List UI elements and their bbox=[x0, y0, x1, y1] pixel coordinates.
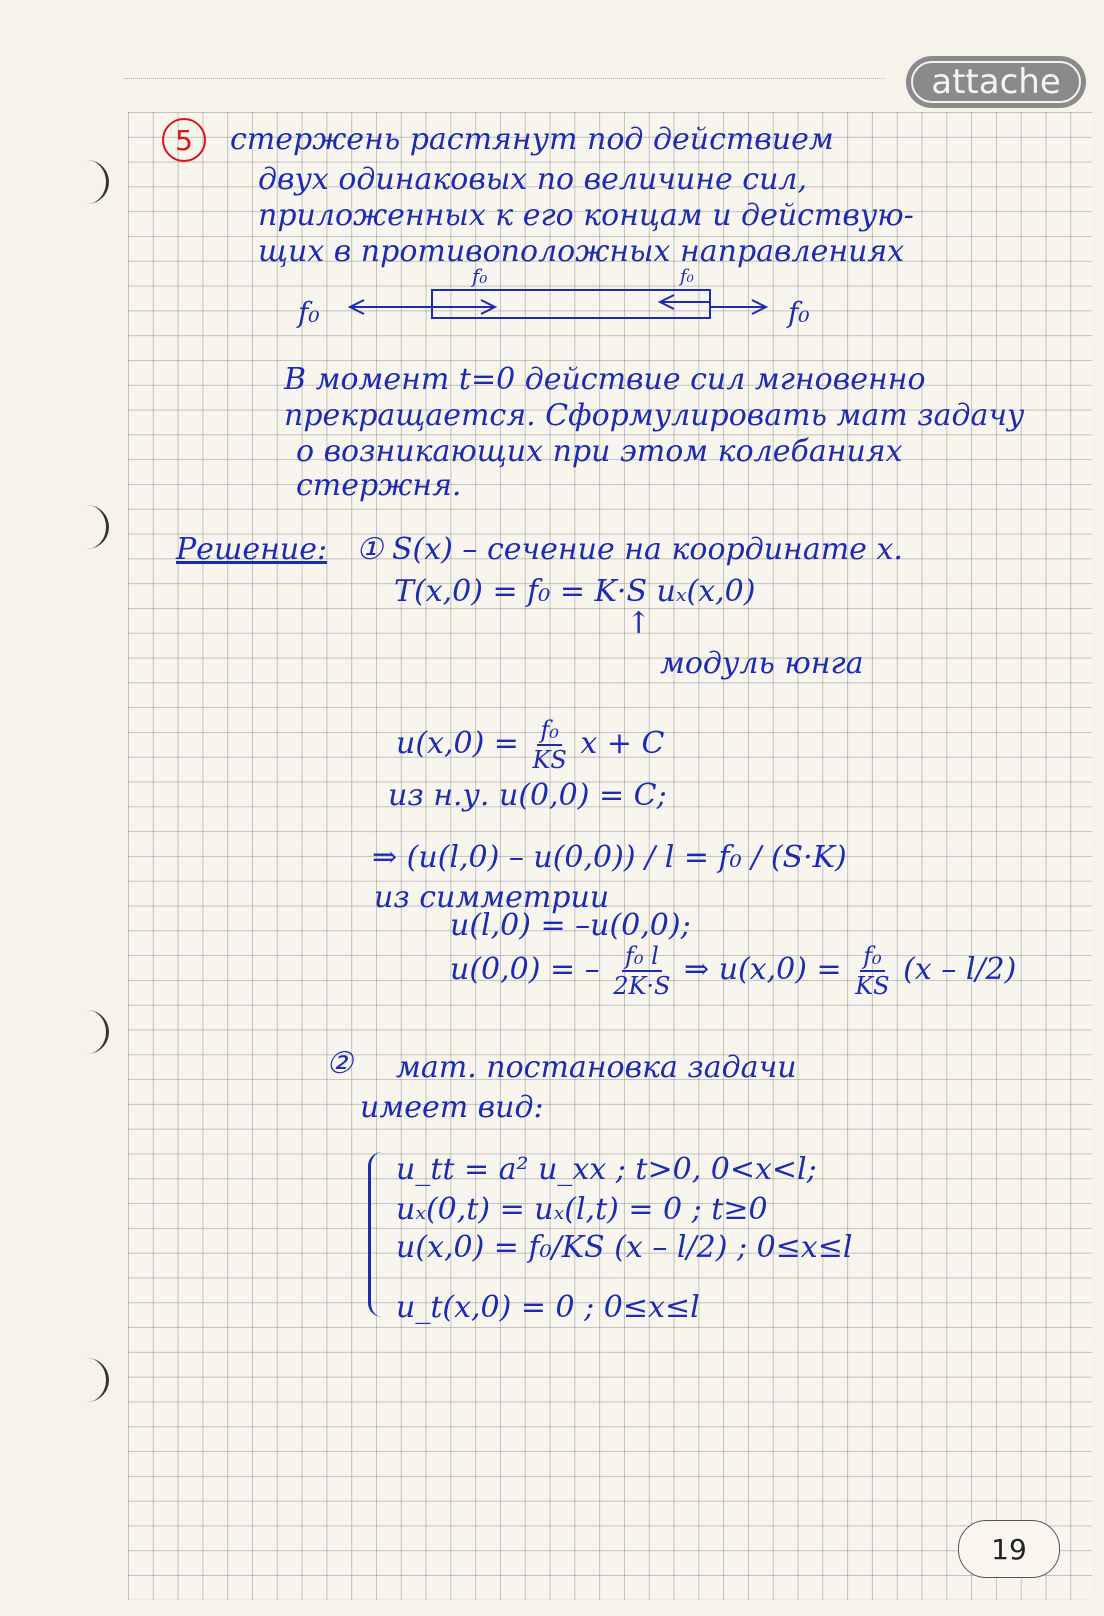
system-equation: u_t(x,0) = 0 ; 0≤x≤l bbox=[396, 1290, 700, 1325]
problem-line: В момент t=0 действие сил мгновенно bbox=[284, 362, 926, 397]
annotation: модуль юнга bbox=[660, 646, 864, 681]
brand-logo-text: attache bbox=[911, 61, 1081, 103]
fraction bbox=[613, 944, 670, 998]
punch-hole-mark bbox=[80, 1010, 109, 1054]
eq-part: u(0,0) = – bbox=[450, 952, 600, 987]
fraction-denominator: KS bbox=[855, 972, 890, 1000]
step-marker: ① bbox=[356, 532, 383, 567]
fraction-numerator: f₀ bbox=[860, 944, 885, 972]
fraction-numerator: f₀ l bbox=[622, 944, 662, 972]
step-marker: ② bbox=[326, 1046, 353, 1081]
eq-part: x + C bbox=[580, 726, 665, 761]
solution-heading: Решение: bbox=[176, 532, 328, 567]
punch-hole-mark bbox=[80, 160, 109, 204]
equation-line: ⇒ (u(l,0) – u(0,0)) / l = f₀ / (S·K) bbox=[372, 840, 847, 875]
fraction-denominator: KS bbox=[532, 746, 567, 774]
system-equation: uₓ(0,t) = uₓ(l,t) = 0 ; t≥0 bbox=[396, 1192, 768, 1227]
brand-logo bbox=[906, 56, 1086, 108]
equation-line: из н.у. u(0,0) = C; bbox=[388, 778, 667, 813]
force-label-inner-right: f₀ bbox=[680, 266, 694, 287]
equation-line: T(x,0) = f₀ = K·S uₓ(x,0) bbox=[394, 574, 756, 609]
fraction-numerator: f₀ bbox=[537, 718, 562, 746]
problem-line: о возникающих при этом колебаниях bbox=[296, 434, 903, 469]
system-equation: u_tt = a² u_xx ; t>0, 0<x<l; bbox=[396, 1152, 817, 1187]
force-label-right: f₀ bbox=[788, 296, 810, 329]
equation-line bbox=[396, 718, 665, 772]
punch-hole-mark bbox=[80, 505, 109, 549]
force-label-inner-left: f₀ bbox=[472, 264, 488, 288]
punch-hole-mark bbox=[80, 1358, 109, 1402]
system-equation: u(x,0) = f₀/KS (x – l/2) ; 0≤x≤l bbox=[396, 1230, 853, 1265]
system-brace bbox=[368, 1152, 391, 1317]
solution-line: S(x) – сечение на координате x. bbox=[392, 532, 903, 567]
solution-line: мат. постановка задачи bbox=[396, 1050, 797, 1085]
equation-line: u(l,0) = –u(0,0); bbox=[450, 908, 691, 943]
pointer-arrow: ↑ bbox=[626, 606, 652, 641]
problem-line: прекращается. Сформулировать мат задачу bbox=[284, 398, 1025, 433]
eq-part: (x – l/2) bbox=[903, 952, 1017, 987]
problem-number: 5 bbox=[162, 118, 206, 162]
force-label-left: f₀ bbox=[298, 296, 320, 329]
problem-line: стержня. bbox=[296, 468, 462, 503]
rod-shape bbox=[432, 290, 710, 318]
fraction-denominator: 2K·S bbox=[613, 972, 671, 1000]
solution-line: имеет вид: bbox=[360, 1090, 544, 1125]
eq-part: ⇒ u(x,0) = bbox=[684, 952, 842, 987]
problem-line: приложенных к его концам и действую- bbox=[258, 198, 914, 233]
fraction bbox=[855, 944, 889, 998]
eq-part: u(x,0) = bbox=[396, 726, 519, 761]
page-number: 19 bbox=[958, 1520, 1060, 1578]
problem-line: стержень растянут под действием bbox=[230, 122, 834, 157]
problem-line: двух одинаковых по величине сил, bbox=[258, 162, 808, 197]
equation-line bbox=[450, 944, 1016, 998]
rod-diagram bbox=[290, 262, 850, 342]
top-divider bbox=[124, 78, 884, 79]
fraction bbox=[533, 718, 567, 772]
problem-line: щих в противоположных направлениях bbox=[258, 234, 905, 269]
solution-line: из симметрии bbox=[374, 880, 610, 915]
